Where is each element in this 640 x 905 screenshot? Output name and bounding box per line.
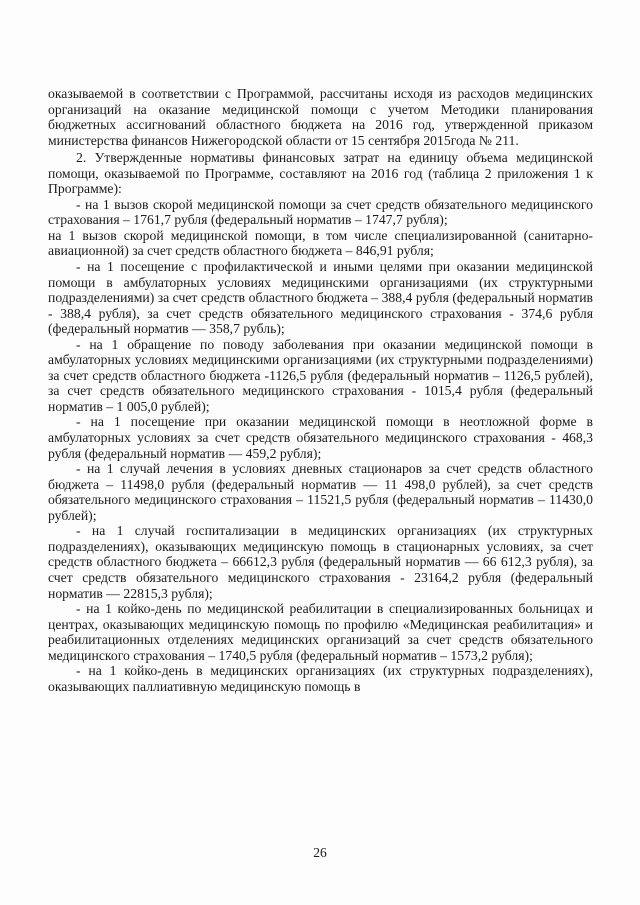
paragraph-methodology: оказываемой в соответствии с Программой, рассчитаны исходя из расходов медицинских организаций на оказание медицинской помощи с учетом Методики планирования бюджетных ассигнований областного бюджета на 2016 год, утвержденной приказом министерства финансов Нижегородской области от 15 сентября 2015года № 211. bbox=[48, 86, 593, 148]
paragraph-preventive-visit: - на 1 посещение с профилактической и иными целями при оказании медицинской помощи в амбулаторных условиях медицинскими организациями (их структурными подразделениями) за счет средств областного бюджета – 388,4 рубля (федеральный норматив - 388,4 рубля), за счет средств обязательного медицинского страхования - 374,6 рубля (федеральный норматив — 358,7 рубль); bbox=[48, 259, 593, 337]
paragraph-rehabilitation: - на 1 койко-день по медицинской реабилитации в специализированных больницах и центрах, оказывающих медицинскую помощь по профилю «Медицинская реабилитация» и реабилитационных отделениях медицинских организаций за счет средств обязательного медицинского страхования – 1740,5 рубля (федеральный норматив – 1573,2 рубля); bbox=[48, 601, 593, 663]
paragraph-ambulance-regional: на 1 вызов скорой медицинской помощи, в том числе специализированной (санитарно-авиационной) за счет средств областного бюджета – 846,91 рубля; bbox=[48, 227, 593, 259]
paragraph-hospitalization: - на 1 случай госпитализации в медицинских организациях (их структурных подразделениях), оказывающих медицинскую помощь в стационарных условиях, за счет средств областного бюджета – 66612,3 рубля (федеральный норматив — 66 612,3 рубля), за счет средств обязательного медицинского страхования - 23164,2 рубля (федеральный норматив — 22815,3 рубля); bbox=[48, 523, 593, 601]
paragraph-urgent-visit: - на 1 посещение при оказании медицинской помощи в неотложной форме в амбулаторных условиях за счет средств обязательного медицинского страхования - 468,3 рубля (федеральный норматив — 459,2 рубля); bbox=[48, 414, 593, 461]
paragraph-palliative: - на 1 койко-день в медицинских организациях (их структурных подразделениях), оказывающих паллиативную медицинскую помощь в bbox=[48, 663, 593, 694]
paragraph-disease-appeal: - на 1 обращение по поводу заболевания при оказании медицинской помощи в амбулаторных условиях медицинскими организациями (их структурными подразделениями) за счет средств областного бюджета -1126,5 рубля (федеральный норматив – 1126,5 рублей), за счет средств обязательного медицинского страхования - 1015,4 рубля (федеральный норматив – 1 005,0 рублей); bbox=[48, 336, 593, 414]
paragraph-norms-intro: 2. Утвержденные нормативы финансовых затрат на единицу объема медицинской помощи, оказываемой по Программе, составляют на 2016 год (таблица 2 приложения 1 к Программе): bbox=[48, 150, 593, 197]
paragraph-day-hospital: - на 1 случай лечения в условиях дневных стационаров за счет средств областного бюджета – 11498,0 рубля (федеральный норматив — 11 498,0 рублей), за счет средств обязательного медицинского страхования – 11521,5 рубля (федеральный норматив – 11430,0 рублей); bbox=[48, 461, 593, 523]
page-number: 26 bbox=[313, 845, 327, 860]
document-body bbox=[48, 86, 593, 694]
paragraph-ambulance-oms: - на 1 вызов скорой медицинской помощи за счет средств обязательного медицинского страхования – 1761,7 рубля (федеральный норматив – 1747,7 рубля); bbox=[48, 196, 593, 228]
